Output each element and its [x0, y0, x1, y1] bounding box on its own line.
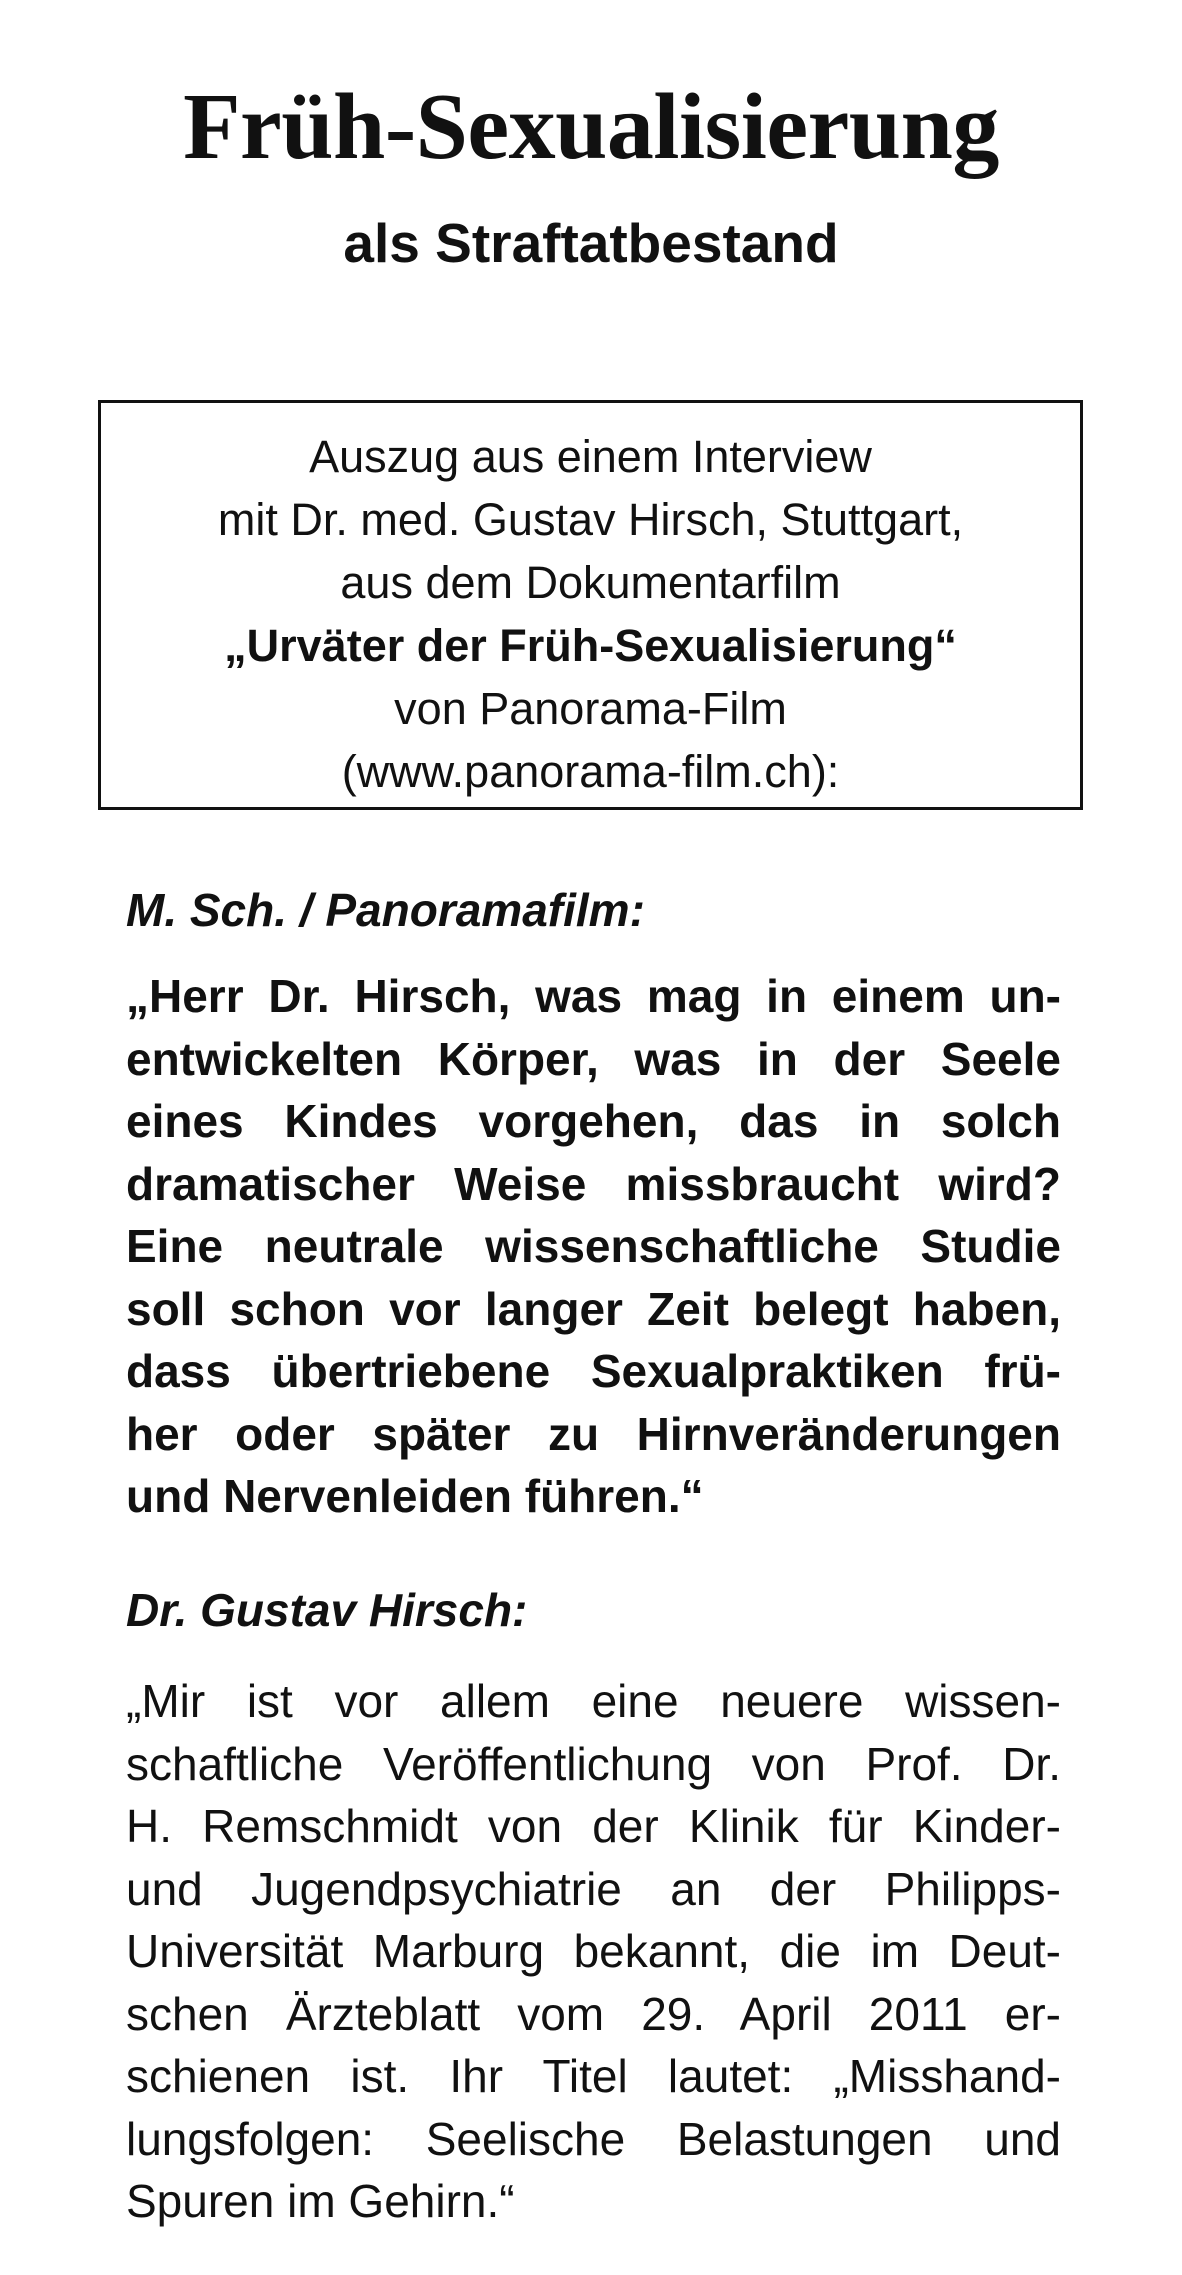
source-line-5: von Panorama-Film — [394, 683, 787, 734]
question-line: und Nervenleiden führen.“ — [126, 1470, 704, 1522]
answer-line: „Mir ist vor allem eine neuere wissen- — [126, 1675, 1061, 1727]
answer-line: lungsfolgen: Seelische Belastungen und — [126, 2112, 1061, 2165]
film-title: „Urväter der Früh-Sexualisierung“ — [224, 620, 957, 671]
interviewee-answer — [126, 1670, 1061, 2233]
source-line-1: Auszug aus einem Interview — [309, 431, 872, 482]
question-line: her oder später zu Hirnveränderungen — [126, 1407, 1061, 1460]
page-subtitle: als Straftatbestand — [343, 212, 839, 274]
answer-line: schen Ärzteblatt vom 29. April 2011 er- — [126, 1987, 1061, 2040]
question-line: entwickelten Körper, was in der Seele — [126, 1032, 1061, 1085]
interviewee-label: Dr. Gustav Hirsch: — [126, 1584, 528, 1636]
interviewer-question — [126, 965, 1061, 1528]
question-line: eines Kindes vorgehen, das in solch — [126, 1095, 1061, 1147]
source-line-2: mit Dr. med. Gustav Hirsch, Stuttgart, — [217, 494, 964, 545]
answer-line: schienen ist. Ihr Titel lautet: „Misshand- — [126, 2050, 1061, 2102]
interviewer-label: M. Sch. / Panoramafilm: — [126, 884, 645, 936]
question-line: dramatischer Weise missbraucht wird? — [126, 1157, 1061, 1210]
answer-line: Universität Marburg bekannt, die im Deut- — [126, 1925, 1061, 1977]
question-line: dass übertriebene Sexualpraktiken frü- — [126, 1345, 1061, 1397]
answer-line: und Jugendpsychiatrie an der Philipps- — [126, 1862, 1061, 1915]
question-line: Eine neutrale wissenschaftliche Studie — [126, 1220, 1061, 1272]
answer-line: Spuren im Gehirn.“ — [126, 2175, 515, 2227]
question-line: soll schon vor langer Zeit belegt haben, — [126, 1282, 1061, 1335]
source-line-3: aus dem Dokumentarfilm — [340, 557, 841, 608]
answer-line: schaftliche Veröffentlichung von Prof. Dr. — [126, 1737, 1061, 1790]
question-line: „Herr Dr. Hirsch, was mag in einem un- — [126, 970, 1061, 1022]
page-title: Früh-Sexualisierung — [183, 75, 999, 179]
source-line-6: (www.panorama-film.ch): — [341, 746, 840, 797]
interview-source-box — [98, 400, 1083, 810]
answer-line: H. Remschmidt von der Klinik für Kinder- — [126, 1800, 1061, 1852]
